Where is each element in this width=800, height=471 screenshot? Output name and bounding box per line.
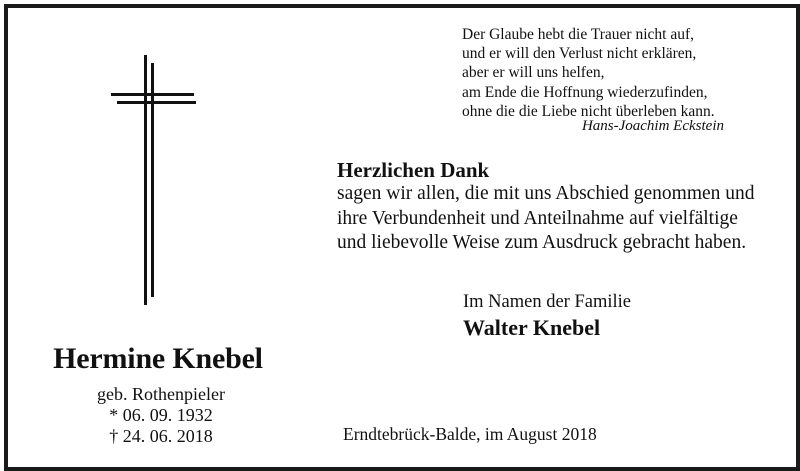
poem-line: Der Glaube hebt die Trauer nicht auf,	[462, 26, 695, 43]
death-date: † 24. 06. 2018	[109, 426, 213, 446]
deceased-details	[30, 384, 292, 447]
poem-line: aber er will uns helfen,	[462, 64, 605, 82]
thanks-text	[337, 182, 782, 256]
thanks-line: sagen wir allen, die mit uns Abschied genommen und	[337, 183, 755, 204]
place-date: Erndtebrück-Balde, im August 2018	[343, 424, 597, 444]
poem-line: ohne die die Liebe nicht überleben kann.	[462, 102, 715, 120]
poem	[462, 25, 782, 121]
cross-icon	[105, 55, 205, 305]
thanks-line: und liebevolle Weise zum Ausdruck gebracht haben.	[337, 232, 747, 253]
poem-line: und er will den Verlust nicht erklären,	[462, 45, 697, 63]
deceased-name: Hermine Knebel	[53, 342, 263, 375]
poem-line: am Ende die Hoffnung wiederzufinden,	[462, 83, 708, 101]
family-name: Walter Knebel	[463, 315, 601, 340]
thanks-title: Herzlichen Dank	[337, 158, 490, 182]
poem-author: Hans-Joachim Eckstein	[581, 118, 724, 134]
thanks-line: ihre Verbundenheit und Anteilnahme auf vielfältige	[337, 207, 738, 229]
birth-date: * 06. 09. 1932	[109, 405, 213, 425]
family-intro: Im Namen der Familie	[463, 292, 631, 312]
birth-name: geb. Rothenpieler	[97, 384, 225, 404]
